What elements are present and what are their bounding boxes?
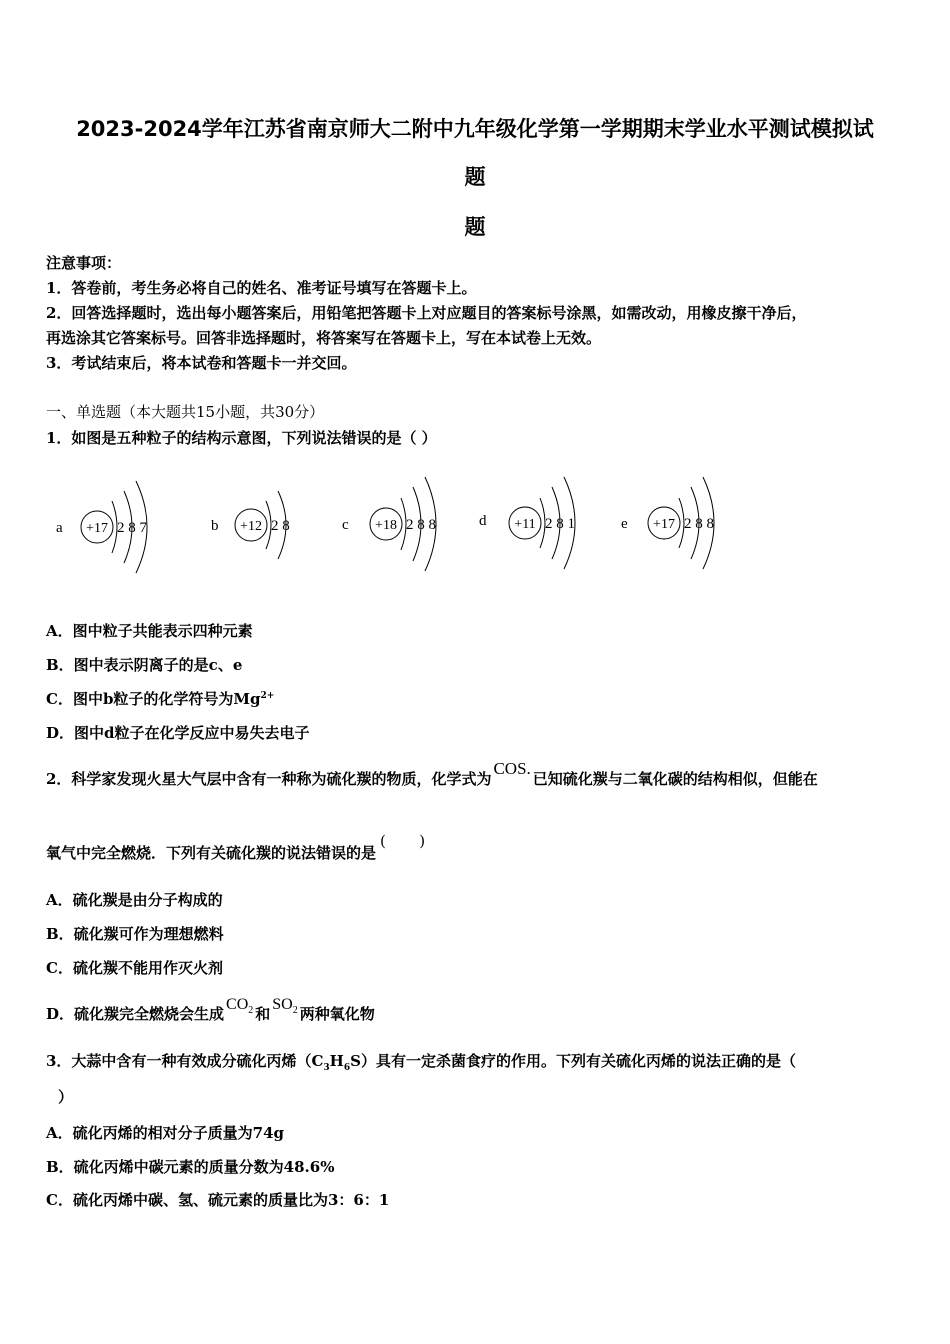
particle-e-nucleus: +17 [653, 517, 675, 532]
particle-a-label: a [56, 520, 63, 536]
particle-c-nucleus: +18 [375, 518, 397, 533]
section-heading: 一、单选题（本大题共15小题，共30分） [46, 403, 325, 421]
q3-sub-6: 6 [343, 1063, 351, 1073]
particle-c-label: c [342, 517, 349, 533]
q2-option-d-mid: 和 [255, 1005, 271, 1023]
q1-stem: 1．如图是五种粒子的结构示意图，下列说法错误的是（ ） [46, 429, 437, 447]
q2-formula-cos: COS. [493, 759, 531, 778]
particle-b-label: b [211, 518, 219, 534]
particle-c-electrons: 2 8 8 [406, 517, 436, 533]
particle-e-label: e [621, 516, 628, 532]
q2-option-c: C．硫化羰不能用作灭火剂 [46, 959, 223, 977]
particle-b-electrons: 2 8 [271, 518, 290, 534]
q1-option-c-text: C．图中b粒子的化学符号为Mg [46, 690, 261, 708]
page-title-line1: 2023-2024学年江苏省南京师大二附中九年级化学第一学期期末学业水平测试模拟试 [76, 117, 874, 141]
q1-option-c [46, 688, 274, 709]
q2-formula-so2 [272, 996, 298, 1017]
q2-stem-line1 [46, 759, 818, 789]
particle-d-electrons: 2 8 1 [545, 516, 575, 532]
q3-stem-line1 [46, 1050, 796, 1073]
q2-option-b: B．硫化羰可作为理想燃料 [46, 925, 224, 943]
q2-formula-co2 [226, 996, 254, 1017]
particle-d-label: d [479, 513, 487, 529]
q2-stem-a: 2．科学家发现火星大气层中含有一种称为硫化羰的物质，化学式为 [46, 770, 492, 788]
notice-heading: 注意事项： [46, 254, 122, 272]
q2-option-d-post: 两种氧化物 [299, 1005, 375, 1023]
q2-so2-main: SO [272, 996, 293, 1013]
q3-option-c: C．硫化丙烯中碳、氢、硫元素的质量比为3：6：1 [46, 1191, 390, 1209]
notice-item-2a: 2．回答选择题时，选出每小题答案后，用铅笔把答题卡上对应题目的答案标号涂黑，如需改动，用橡皮擦干净后， [46, 304, 807, 322]
particle-e-electrons: 2 8 8 [684, 516, 714, 532]
q1-option-d: D．图中d粒子在化学反应中易失去电子 [46, 724, 310, 742]
q3-option-a: A．硫化丙烯的相对分子质量为74g [46, 1124, 285, 1142]
q2-so2-sub: 2 [292, 1005, 298, 1017]
q3-stem-b: S）具有一定杀菌食疗的作用。下列有关硫化丙烯的说法正确的是（ [350, 1052, 796, 1070]
q2-option-d-pre: D．硫化羰完全燃烧会生成 [46, 1005, 225, 1023]
particle-a-electrons: 2 8 7 [117, 520, 147, 536]
q3-stem-a: 3．大蒜中含有一种有效成分硫化丙烯（C [46, 1052, 324, 1070]
q2-co2-main: CO [226, 996, 249, 1013]
q2-co2-sub: 2 [248, 1005, 254, 1017]
q2-option-d [46, 996, 375, 1026]
atomic-structure-diagram [0, 465, 950, 595]
q1-option-a: A．图中粒子共能表示四种元素 [46, 622, 253, 640]
particle-b-nucleus: +12 [240, 519, 262, 534]
q2-stem-c: 氧气中完全燃烧．下列有关硫化羰的说法错误的是 [46, 844, 377, 862]
notice-item-1: 1．答卷前，考生务必将自己的姓名、准考证号填写在答题卡上。 [46, 279, 477, 297]
q2-option-a: A．硫化羰是由分子构成的 [46, 891, 223, 909]
q3-stem-line2: ） [58, 1088, 74, 1106]
page-title-line2: 题 [464, 165, 486, 189]
q2-answer-paren: ( ) [380, 832, 426, 850]
q1-option-c-charge: 2+ [260, 691, 275, 701]
q3-option-b: B．硫化丙烯中碳元素的质量分数为48.6% [46, 1158, 335, 1176]
page-title-line3: 题 [464, 215, 486, 239]
particle-d-nucleus: +11 [514, 517, 536, 532]
q2-stem-line2 [46, 832, 426, 863]
notice-item-2b: 再选涂其它答案标号。回答非选择题时，将答案写在答题卡上，写在本试卷上无效。 [46, 329, 602, 347]
particle-a-nucleus: +17 [86, 521, 108, 536]
q1-option-b: B．图中表示阴离子的是c、e [46, 656, 243, 674]
notice-item-3: 3．考试结束后，将本试卷和答题卡一并交回。 [46, 354, 357, 372]
q2-stem-b: 已知硫化羰与二氧化碳的结构相似，但能在 [532, 770, 818, 788]
q3-stem-h: H [329, 1052, 344, 1070]
q3-sub-3: 3 [323, 1063, 330, 1073]
